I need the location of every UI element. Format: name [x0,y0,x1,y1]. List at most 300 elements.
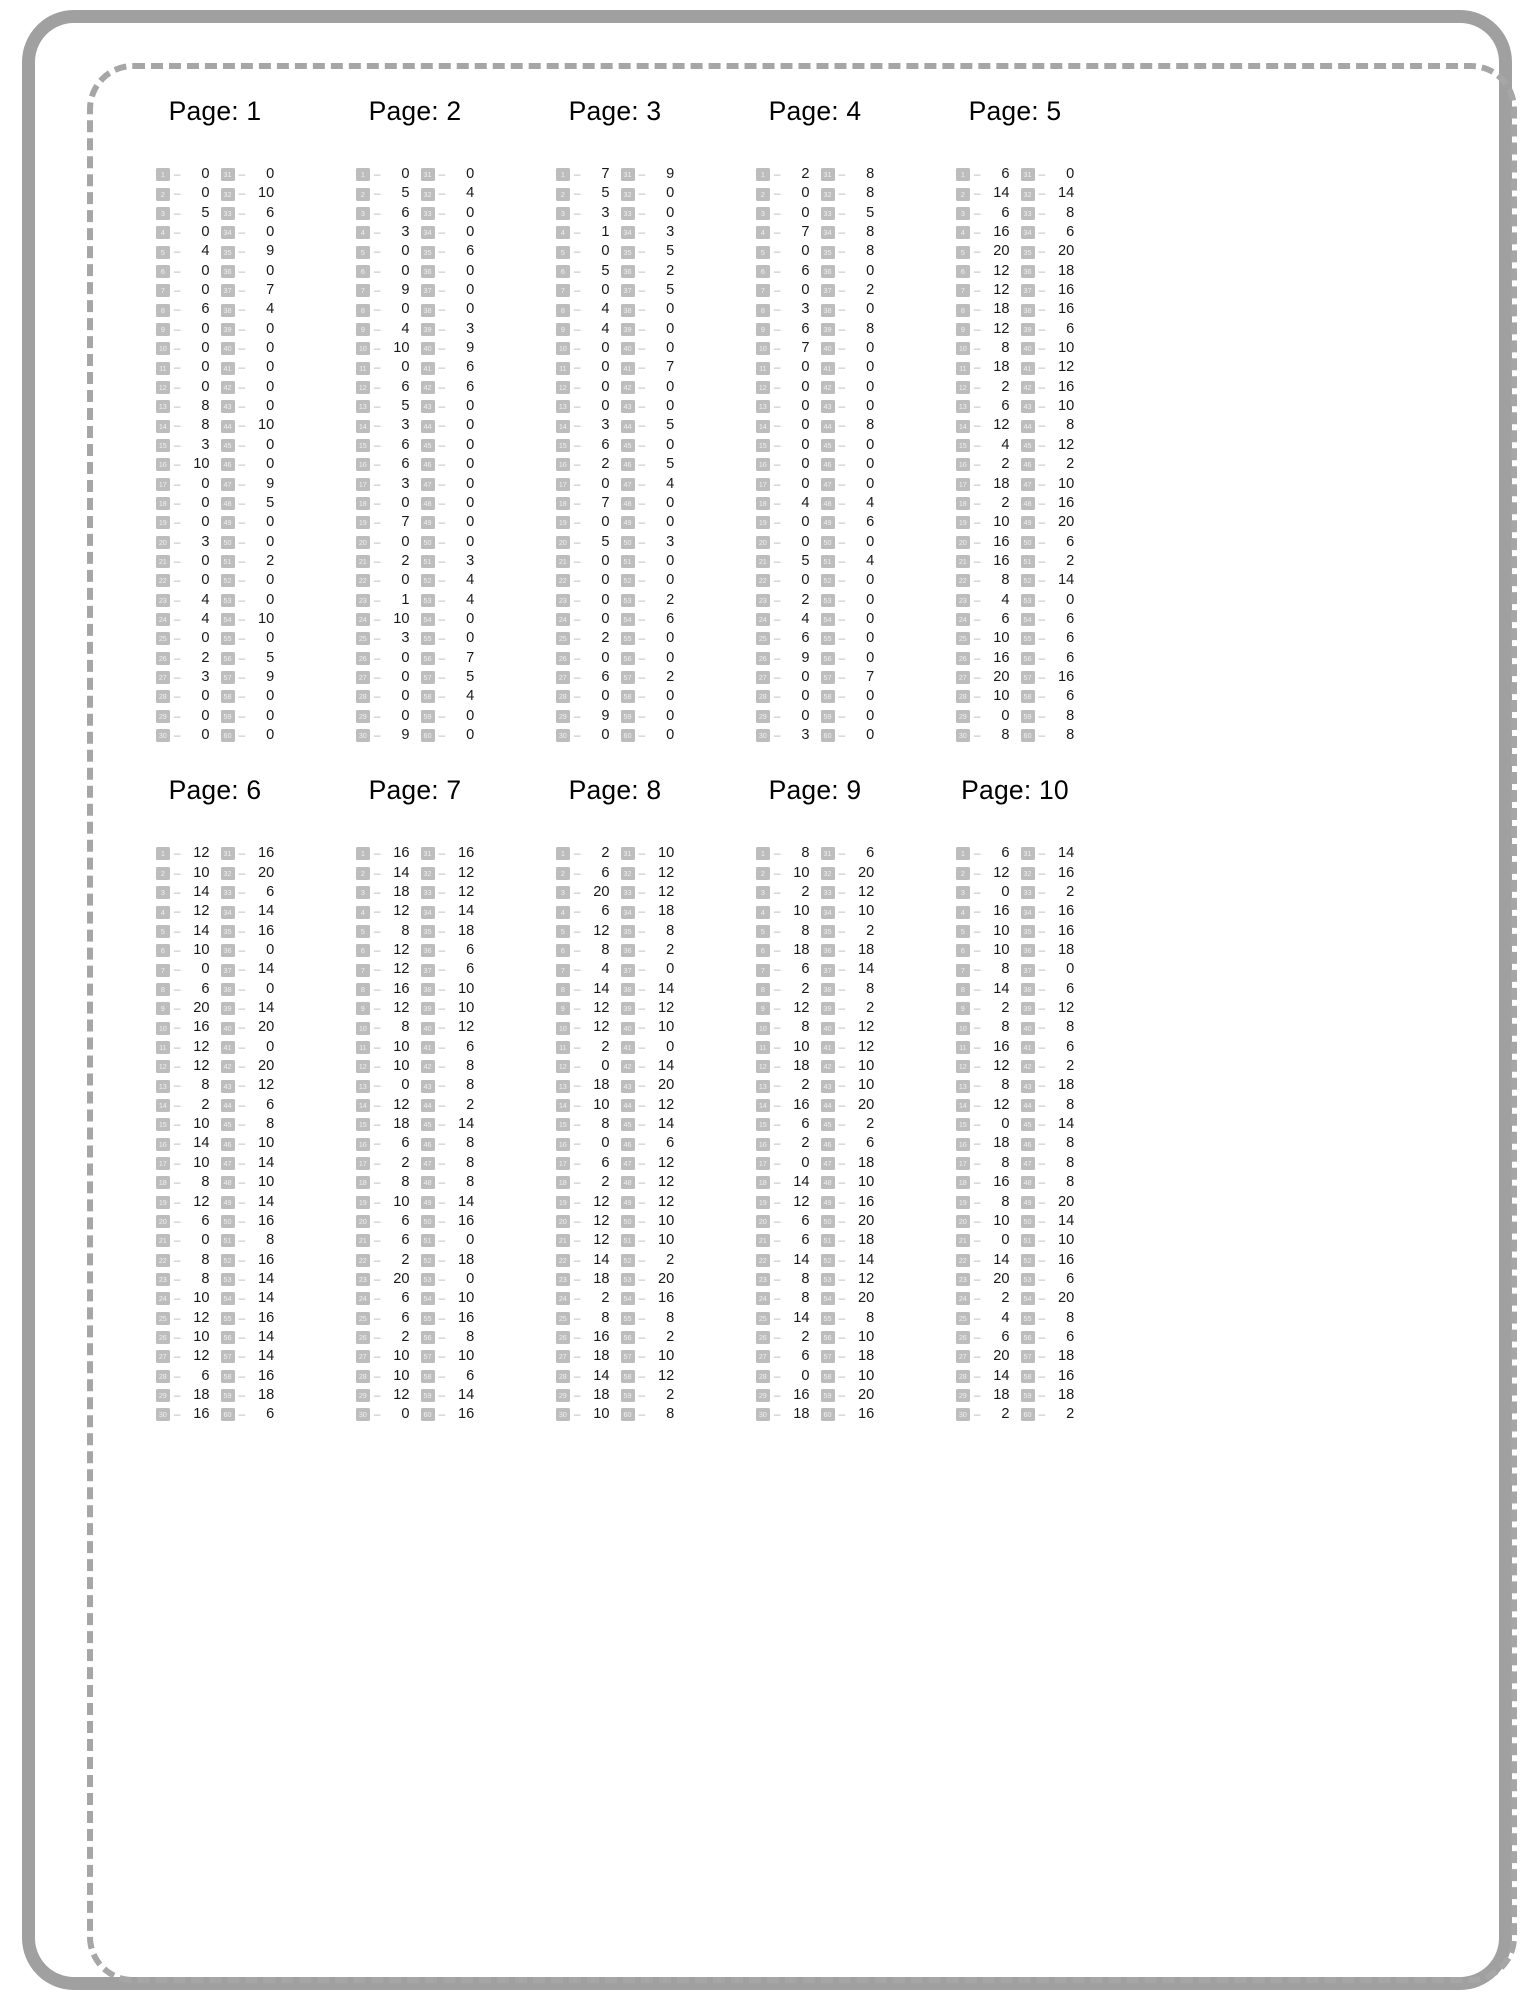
value-row [556,1328,610,1347]
row-value: 18 [257,1386,275,1403]
row-index-badge: 40 [621,1022,635,1035]
row-index-badge: 36 [221,944,235,957]
row-value: 8 [201,398,210,415]
separator-dash: – [373,437,381,452]
row-value: 0 [266,1038,275,1055]
row-index-badge: 20 [556,1215,570,1228]
row-value: 12 [593,1212,610,1229]
row-value: 2 [801,980,810,997]
row-value: 4 [401,320,410,337]
row-index-badge: 9 [156,323,170,336]
row-value: 6 [201,980,210,997]
separator-dash: – [373,321,381,336]
separator-dash: – [973,611,981,626]
value-row [1021,204,1075,223]
page-block [515,93,715,745]
value-row [156,922,210,941]
row-index-badge: 30 [156,729,170,742]
value-row [1021,1289,1075,1308]
separator-dash: – [238,573,246,588]
row-value: 10 [393,1038,410,1055]
value-row [356,687,410,706]
separator-dash: – [773,1155,781,1170]
row-index-badge: 13 [356,400,370,413]
row-value: 0 [801,533,810,550]
separator-dash: – [638,923,646,938]
value-row [821,999,875,1018]
row-index-badge: 54 [421,1292,435,1305]
separator-dash: – [438,727,446,742]
separator-dash: – [773,669,781,684]
row-value: 20 [657,1077,675,1094]
separator-dash: – [438,689,446,704]
value-row [1021,591,1075,610]
separator-dash: – [1038,1155,1046,1170]
separator-dash: – [973,418,981,433]
row-value: 0 [601,552,610,569]
row-index-badge: 56 [821,652,835,665]
row-index-badge: 16 [956,458,970,471]
value-column-left [756,844,810,1424]
separator-dash: – [638,1271,646,1286]
row-index-badge: 56 [421,652,435,665]
row-index-badge: 22 [356,1254,370,1267]
row-index-badge: 49 [221,1196,235,1209]
row-value: 0 [466,301,475,318]
value-row [756,1212,810,1231]
row-value: 0 [466,475,475,492]
row-index-badge: 38 [821,983,835,996]
row-value: 4 [801,494,810,511]
separator-dash: – [238,1213,246,1228]
separator-dash: – [773,1349,781,1364]
separator-dash: – [238,708,246,723]
value-row [556,1309,610,1328]
value-row [156,358,210,377]
row-index-badge: 2 [556,188,570,201]
row-value: 5 [666,282,675,299]
row-value: 0 [266,378,275,395]
row-value: 14 [593,980,610,997]
separator-dash: – [573,611,581,626]
value-row [156,436,210,455]
row-index-badge: 5 [956,246,970,259]
value-row [421,184,475,203]
value-row [1021,1347,1075,1366]
row-index-badge: 16 [156,1138,170,1151]
separator-dash: – [238,186,246,201]
row-index-badge: 6 [156,944,170,957]
separator-dash: – [838,341,846,356]
separator-dash: – [973,437,981,452]
separator-dash: – [173,981,181,996]
separator-dash: – [773,573,781,588]
row-index-badge: 60 [221,1408,235,1421]
row-value: 16 [993,533,1010,550]
value-row [621,552,675,571]
row-index-badge: 55 [621,632,635,645]
value-row [756,1386,810,1405]
row-value: 9 [266,475,275,492]
separator-dash: – [1038,167,1046,181]
row-value: 20 [1057,243,1075,260]
separator-dash: – [373,1252,381,1267]
row-index-badge: 57 [421,1350,435,1363]
value-row [956,533,1010,552]
separator-dash: – [373,1233,381,1248]
row-index-badge: 50 [221,1215,235,1228]
separator-dash: – [238,1349,246,1364]
separator-dash: – [1038,476,1046,491]
row-index-badge: 60 [1021,729,1035,742]
separator-dash: – [638,650,646,665]
row-index-badge: 29 [156,710,170,723]
row-index-badge: 59 [221,1389,235,1402]
value-row [621,358,675,377]
value-row [956,707,1010,726]
separator-dash: – [773,360,781,375]
value-row [421,1386,475,1405]
separator-dash: – [173,515,181,530]
row-value: 4 [601,301,610,318]
row-value: 6 [1066,649,1075,666]
separator-dash: – [173,534,181,549]
row-value: 2 [1066,1058,1075,1075]
value-row [756,1038,810,1057]
value-row [421,455,475,474]
value-row [956,262,1010,281]
separator-dash: – [1038,341,1046,356]
separator-dash: – [838,573,846,588]
value-row [621,1057,675,1076]
value-row [156,1386,210,1405]
separator-dash: – [373,1329,381,1344]
value-row [756,726,810,745]
value-row [356,902,410,921]
row-index-badge: 22 [756,574,770,587]
value-row [1021,1309,1075,1328]
row-index-badge: 46 [1021,458,1035,471]
value-row [956,1096,1010,1115]
row-value: 14 [193,922,210,939]
value-row [821,1076,875,1095]
row-value: 6 [1001,1328,1010,1345]
value-row [421,668,475,687]
separator-dash: – [1038,1117,1046,1132]
row-value: 18 [993,1135,1010,1152]
value-row [956,1018,1010,1037]
value-row [556,416,610,435]
value-row [356,1134,410,1153]
row-index-badge: 32 [421,188,435,201]
separator-dash: – [238,476,246,491]
row-index-badge: 51 [621,555,635,568]
separator-dash: – [973,341,981,356]
value-row [956,204,1010,223]
page-title: Page: 2 [368,96,462,126]
row-index-badge: 42 [821,1060,835,1073]
value-row [221,726,275,745]
separator-dash: – [973,283,981,298]
separator-dash: – [1038,1368,1046,1383]
row-value: 0 [666,204,675,221]
row-value: 2 [601,845,610,862]
value-row [221,281,275,300]
row-value: 2 [1001,1000,1010,1017]
value-row [556,1173,610,1192]
value-row [156,1134,210,1153]
row-value: 6 [201,1367,210,1384]
value-row [356,242,410,261]
value-row [356,1251,410,1270]
row-index-badge: 58 [421,1370,435,1383]
row-value: 16 [257,922,275,939]
separator-dash: – [1038,495,1046,510]
row-value: 0 [401,359,410,376]
separator-dash: – [638,631,646,646]
separator-dash: – [838,1291,846,1306]
row-index-badge: 55 [821,632,835,645]
row-value: 12 [1057,1000,1075,1017]
value-row [821,629,875,648]
row-index-badge: 55 [221,632,235,645]
value-row [221,475,275,494]
row-index-badge: 16 [956,1138,970,1151]
row-value: 0 [866,475,875,492]
row-value: 0 [266,262,275,279]
row-index-badge: 48 [1021,1176,1035,1189]
value-row [356,436,410,455]
row-index-badge: 21 [356,555,370,568]
separator-dash: – [638,341,646,356]
row-value: 18 [993,1386,1010,1403]
separator-dash: – [638,1020,646,1035]
row-index-badge: 42 [221,1060,235,1073]
row-index-badge: 1 [156,847,170,860]
page-block [315,772,515,1424]
row-index-badge: 5 [156,246,170,259]
row-index-badge: 14 [556,1099,570,1112]
row-index-badge: 29 [956,1389,970,1402]
separator-dash: – [438,1136,446,1151]
separator-dash: – [238,923,246,938]
pages-content [115,93,1490,1953]
separator-dash: – [573,1136,581,1151]
separator-dash: – [773,534,781,549]
row-value: 16 [993,903,1010,920]
separator-dash: – [773,302,781,317]
row-value: 16 [657,1290,675,1307]
row-index-badge: 45 [221,1118,235,1131]
row-value: 6 [401,1232,410,1249]
row-value: 6 [201,1212,210,1229]
row-index-badge: 30 [556,1408,570,1421]
row-value: 10 [393,1367,410,1384]
separator-dash: – [638,1117,646,1132]
value-row [621,591,675,610]
value-row [421,1328,475,1347]
row-index-badge: 58 [621,690,635,703]
row-index-badge: 46 [421,1138,435,1151]
separator-dash: – [973,399,981,414]
row-value: 12 [993,417,1010,434]
value-row [356,1076,410,1095]
row-value: 8 [401,1174,410,1191]
value-row [421,1367,475,1386]
separator-dash: – [838,1194,846,1209]
value-column-left [556,844,610,1424]
value-row [556,1212,610,1231]
value-row [821,1405,875,1424]
row-index-badge: 44 [221,420,235,433]
row-value: 16 [793,1386,810,1403]
separator-dash: – [638,476,646,491]
separator-dash: – [173,1329,181,1344]
row-index-badge: 27 [756,671,770,684]
row-index-badge: 24 [956,613,970,626]
row-index-badge: 13 [156,400,170,413]
row-index-badge: 44 [421,420,435,433]
value-row [356,922,410,941]
row-index-badge: 35 [621,925,635,938]
separator-dash: – [438,1194,446,1209]
value-row [356,1309,410,1328]
row-value: 14 [457,1116,475,1133]
separator-dash: – [238,167,246,181]
separator-dash: – [773,904,781,919]
row-index-badge: 60 [1021,1408,1035,1421]
row-value: 16 [1057,1251,1075,1268]
row-value: 3 [401,630,410,647]
value-row [156,397,210,416]
separator-dash: – [373,885,381,899]
row-index-badge: 50 [421,1215,435,1228]
row-index-badge: 31 [1021,847,1035,860]
row-index-badge: 17 [356,478,370,491]
row-index-badge: 17 [756,1157,770,1170]
separator-dash: – [373,302,381,317]
value-row [221,1076,275,1095]
value-row [221,707,275,726]
value-row [821,1367,875,1386]
separator-dash: – [438,1291,446,1306]
value-row [221,980,275,999]
row-index-badge: 19 [556,1196,570,1209]
value-row [821,1173,875,1192]
row-index-badge: 52 [221,1254,235,1267]
row-value: 8 [801,1270,810,1287]
row-index-badge: 7 [556,964,570,977]
row-index-badge: 11 [156,1041,170,1054]
row-index-badge: 13 [556,400,570,413]
value-row [421,262,475,281]
separator-dash: – [638,1097,646,1112]
row-value: 8 [801,1019,810,1036]
row-value: 18 [1057,1077,1075,1094]
row-index-badge: 45 [1021,439,1035,452]
row-index-badge: 60 [221,729,235,742]
row-value: 10 [993,514,1010,531]
row-value: 12 [593,1193,610,1210]
row-value: 0 [866,340,875,357]
row-value: 0 [601,591,610,608]
row-value: 0 [866,378,875,395]
separator-dash: – [373,1020,381,1035]
separator-dash: – [173,1001,181,1016]
value-row [821,726,875,745]
row-value: 0 [266,456,275,473]
row-index-badge: 60 [621,1408,635,1421]
separator-dash: – [1038,1039,1046,1054]
row-index-badge: 29 [156,1389,170,1402]
page-columns [915,165,1115,745]
row-value: 20 [1057,1290,1075,1307]
separator-dash: – [573,923,581,938]
value-row [956,1251,1010,1270]
row-index-badge: 16 [556,1138,570,1151]
value-row [221,1251,275,1270]
row-index-badge: 27 [556,1350,570,1363]
row-value: 16 [1057,922,1075,939]
row-index-badge: 53 [821,594,835,607]
value-row [156,687,210,706]
row-value: 3 [401,224,410,241]
separator-dash: – [438,1117,446,1132]
value-row [221,687,275,706]
separator-dash: – [773,553,781,568]
row-index-badge: 9 [756,323,770,336]
separator-dash: – [973,708,981,723]
page-row-bottom [115,772,1490,1424]
value-column-right [621,165,675,745]
value-row [756,707,810,726]
row-index-badge: 15 [956,439,970,452]
separator-dash: – [1038,846,1046,861]
separator-dash: – [638,553,646,568]
row-value: 16 [257,1251,275,1268]
separator-dash: – [238,418,246,433]
row-index-badge: 32 [621,188,635,201]
value-row [621,999,675,1018]
row-index-badge: 19 [556,516,570,529]
separator-dash: – [973,1233,981,1248]
separator-dash: – [373,943,381,958]
row-index-badge: 56 [821,1331,835,1344]
separator-dash: – [173,263,181,278]
row-index-badge: 3 [956,886,970,899]
separator-dash: – [973,1194,981,1209]
separator-dash: – [573,1271,581,1286]
row-value: 12 [993,1058,1010,1075]
value-row [556,339,610,358]
separator-dash: – [838,553,846,568]
value-row [956,1405,1010,1424]
value-row [356,864,410,883]
row-value: 12 [393,1386,410,1403]
row-value: 8 [466,1058,475,1075]
row-value: 6 [666,610,675,627]
row-value: 3 [466,552,475,569]
row-value: 4 [466,572,475,589]
row-value: 6 [666,1135,675,1152]
row-index-badge: 19 [956,516,970,529]
row-value: 10 [457,1348,475,1365]
value-row [556,941,610,960]
separator-dash: – [638,302,646,317]
row-index-badge: 6 [356,265,370,278]
value-row [756,1405,810,1424]
value-row [756,339,810,358]
